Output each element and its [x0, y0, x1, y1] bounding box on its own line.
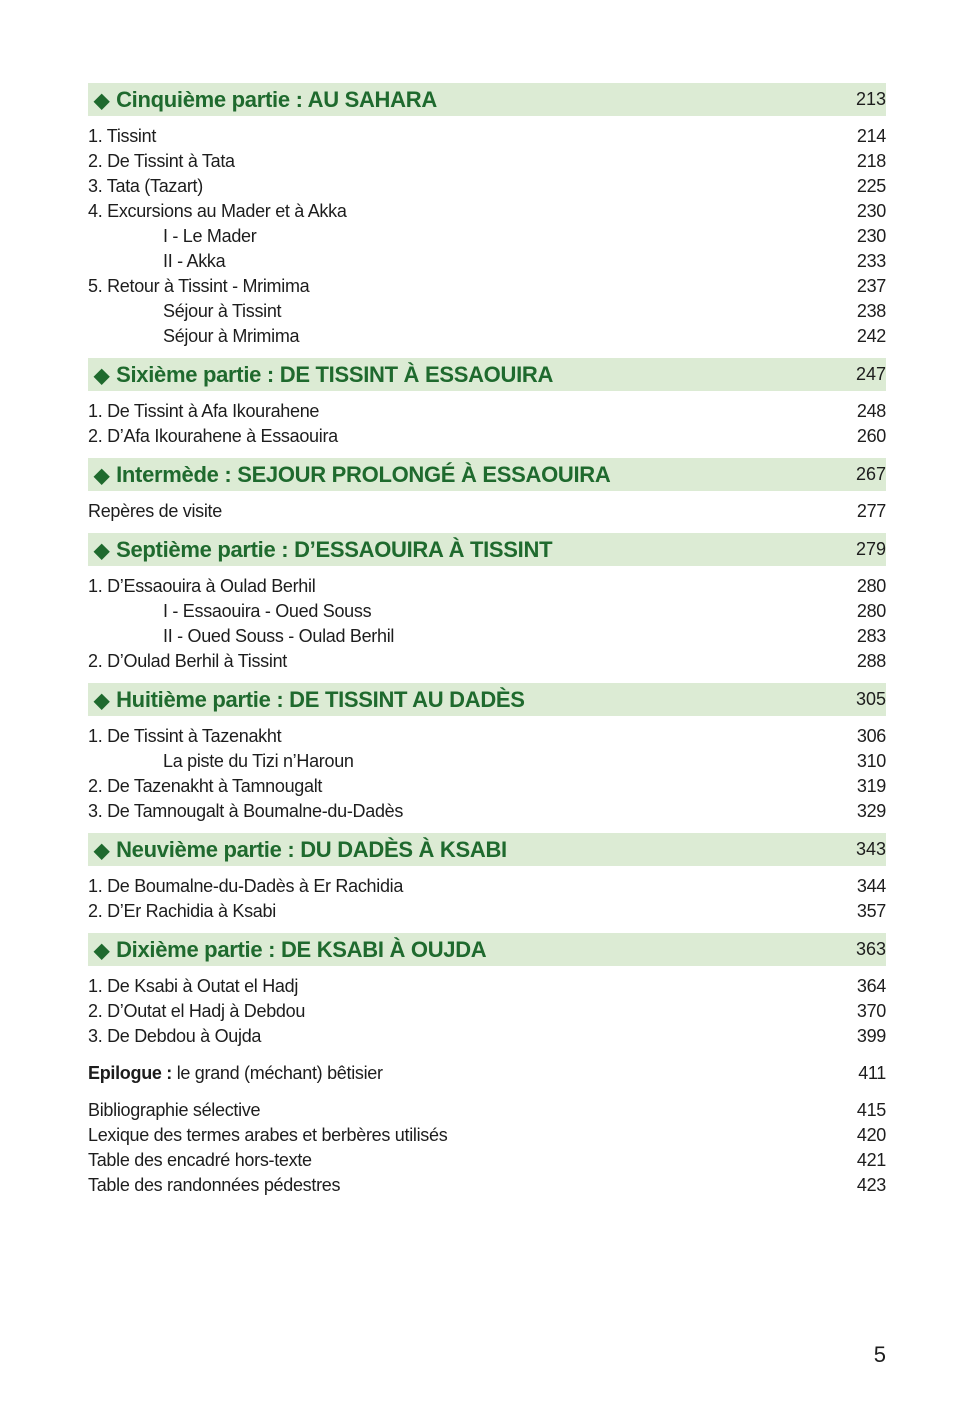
section-heading[interactable] — [88, 458, 886, 491]
epilogue-bold-label: Epilogue : — [88, 1063, 172, 1083]
entry-page: 214 — [856, 126, 886, 146]
entry-label: Séjour à Mrimima — [163, 326, 300, 346]
appendix-entry[interactable] — [88, 1098, 886, 1123]
epilogue-group — [88, 1061, 886, 1086]
appendix-entry[interactable] — [88, 1123, 886, 1148]
entry-label: I - Essaouira - Oued Souss — [163, 601, 372, 621]
toc-section — [88, 458, 886, 524]
toc-section — [88, 683, 886, 824]
entry-page: 399 — [856, 1026, 886, 1046]
entry-page: 230 — [856, 226, 886, 246]
section-title-text: Huitième partie : DE TISSINT AU DADÈS — [116, 686, 525, 712]
entry-page: 225 — [856, 176, 886, 196]
section-title-text: Intermède : SEJOUR PROLONGÉ À ESSAOUIRA — [116, 461, 611, 487]
diamond-icon: ◆ — [94, 89, 110, 112]
section-title — [94, 837, 507, 863]
diamond-icon: ◆ — [94, 939, 110, 962]
entry-label: 2. D’Er Rachidia à Ksabi — [88, 901, 276, 921]
entry-page: 230 — [856, 201, 886, 221]
section-page: 213 — [855, 89, 886, 109]
diamond-icon: ◆ — [94, 689, 110, 712]
toc-entry[interactable] — [88, 399, 886, 424]
toc-entry[interactable] — [88, 424, 886, 449]
entry-page: 242 — [856, 326, 886, 346]
section-title — [94, 537, 552, 563]
entry-page: 277 — [856, 501, 886, 521]
toc-section — [88, 933, 886, 1049]
section-entries — [88, 566, 886, 674]
entry-page: 283 — [856, 626, 886, 646]
section-page: 305 — [855, 689, 886, 709]
entry-label: 2. De Tissint à Tata — [88, 151, 235, 171]
entry-label: Table des encadré hors-texte — [88, 1150, 312, 1170]
entry-page: 319 — [856, 776, 886, 796]
toc-entry[interactable] — [88, 199, 886, 224]
toc-entry[interactable] — [88, 999, 886, 1024]
entry-label: Lexique des termes arabes et berbères utilisés — [88, 1125, 448, 1145]
entry-label: Séjour à Tissint — [163, 301, 282, 321]
entry-label: 4. Excursions au Mader et à Akka — [88, 201, 347, 221]
toc-entry[interactable] — [88, 649, 886, 674]
entry-page: 288 — [856, 651, 886, 671]
section-entries — [88, 966, 886, 1049]
entry-page: 218 — [856, 151, 886, 171]
entry-label — [88, 1061, 383, 1086]
appendices-group — [88, 1098, 886, 1198]
entry-page: 238 — [856, 301, 886, 321]
entry-label: Bibliographie sélective — [88, 1100, 261, 1120]
section-entries — [88, 716, 886, 824]
toc-section — [88, 833, 886, 924]
entry-page: 411 — [858, 1063, 886, 1083]
diamond-icon: ◆ — [94, 839, 110, 862]
section-title — [94, 687, 525, 713]
entry-page: 357 — [856, 901, 886, 921]
entry-page: 237 — [856, 276, 886, 296]
entry-page: 415 — [856, 1100, 886, 1120]
toc-entry[interactable] — [88, 224, 886, 249]
toc-entry[interactable] — [88, 974, 886, 999]
entry-label: Table des randonnées pédestres — [88, 1175, 341, 1195]
section-title-text: Dixième partie : DE KSABI À OUJDA — [116, 936, 487, 962]
toc-entry[interactable] — [88, 1024, 886, 1049]
appendix-entry[interactable] — [88, 1148, 886, 1173]
entry-page: 248 — [856, 401, 886, 421]
section-title — [94, 87, 437, 113]
entry-page: 364 — [856, 976, 886, 996]
epilogue-entry[interactable] — [88, 1061, 886, 1086]
entry-label: 3. De Tamnougalt à Boumalne-du-Dadès — [88, 801, 404, 821]
entry-label: Repères de visite — [88, 501, 222, 521]
toc-entry[interactable] — [88, 324, 886, 349]
entry-page: 370 — [856, 1001, 886, 1021]
section-title-text: Cinquième partie : AU SAHARA — [116, 86, 437, 112]
section-heading[interactable] — [88, 83, 886, 116]
section-page: 247 — [855, 364, 886, 384]
section-title — [94, 362, 553, 388]
entry-label: 5. Retour à Tissint - Mrimima — [88, 276, 310, 296]
section-heading[interactable] — [88, 533, 886, 566]
table-of-contents — [88, 83, 886, 1198]
section-heading[interactable] — [88, 833, 886, 866]
toc-entry[interactable] — [88, 774, 886, 799]
entry-label: 3. De Debdou à Oujda — [88, 1026, 262, 1046]
toc-entry[interactable] — [88, 624, 886, 649]
entry-page: 329 — [856, 801, 886, 821]
section-page: 343 — [855, 839, 886, 859]
toc-entry[interactable] — [88, 874, 886, 899]
entry-page: 423 — [856, 1175, 886, 1195]
entry-page: 306 — [856, 726, 886, 746]
toc-entry[interactable] — [88, 574, 886, 599]
appendix-entry[interactable] — [88, 1173, 886, 1198]
toc-entry[interactable] — [88, 274, 886, 299]
entry-label: 2. D’Afa Ikourahene à Essaouira — [88, 426, 338, 446]
toc-section — [88, 533, 886, 674]
entry-label: 1. De Tissint à Tazenakht — [88, 726, 282, 746]
section-entries — [88, 866, 886, 924]
toc-entry[interactable] — [88, 149, 886, 174]
entry-label: II - Akka — [163, 251, 226, 271]
toc-entry[interactable] — [88, 174, 886, 199]
section-title — [94, 462, 610, 488]
toc-entry[interactable] — [88, 899, 886, 924]
entry-label: 1. De Ksabi à Outat el Hadj — [88, 976, 299, 996]
entry-label: 3. Tata (Tazart) — [88, 176, 203, 196]
toc-section — [88, 358, 886, 449]
entry-label: 1. De Boumalne-du-Dadès à Er Rachidia — [88, 876, 404, 896]
diamond-icon: ◆ — [94, 364, 110, 387]
entry-page: 344 — [856, 876, 886, 896]
toc-entry[interactable] — [88, 249, 886, 274]
toc-entry[interactable] — [88, 749, 886, 774]
entry-page: 233 — [856, 251, 886, 271]
section-title-text: Sixième partie : DE TISSINT À ESSAOUIRA — [116, 361, 554, 387]
section-entries — [88, 491, 886, 524]
entry-page: 260 — [856, 426, 886, 446]
page-number: 5 — [873, 1342, 886, 1367]
entry-page: 280 — [856, 576, 886, 596]
section-page: 279 — [855, 539, 886, 559]
toc-entry[interactable] — [88, 499, 886, 524]
toc-entry[interactable] — [88, 299, 886, 324]
entry-label: 2. D’Outat el Hadj à Debdou — [88, 1001, 306, 1021]
toc-section — [88, 83, 886, 349]
entry-label: 2. De Tazenakht à Tamnougalt — [88, 776, 323, 796]
entry-label: I - Le Mader — [163, 226, 257, 246]
toc-entry[interactable] — [88, 799, 886, 824]
entry-label: II - Oued Souss - Oulad Berhil — [163, 626, 395, 646]
section-entries — [88, 391, 886, 449]
toc-entry[interactable] — [88, 599, 886, 624]
entry-page: 420 — [856, 1125, 886, 1145]
section-title-text: Neuvième partie : DU DADÈS À KSABI — [116, 836, 507, 862]
section-page: 363 — [855, 939, 886, 959]
section-heading[interactable] — [88, 933, 886, 966]
section-title-text: Septième partie : D’ESSAOUIRA À TISSINT — [116, 536, 553, 562]
entry-label: 1. De Tissint à Afa Ikourahene — [88, 401, 320, 421]
section-heading[interactable] — [88, 358, 886, 391]
entry-page: 280 — [856, 601, 886, 621]
section-title — [94, 937, 486, 963]
entry-page: 421 — [856, 1150, 886, 1170]
section-heading[interactable] — [88, 683, 886, 716]
toc-entry[interactable] — [88, 724, 886, 749]
section-entries — [88, 116, 886, 349]
entry-label: 2. D’Oulad Berhil à Tissint — [88, 651, 287, 671]
entry-label: 1. D’Essaouira à Oulad Berhil — [88, 576, 316, 596]
diamond-icon: ◆ — [94, 464, 110, 487]
section-page: 267 — [855, 464, 886, 484]
epilogue-label-text: le grand (méchant) bêtisier — [172, 1063, 383, 1083]
toc-entry[interactable] — [88, 124, 886, 149]
entry-label: La piste du Tizi n’Haroun — [163, 751, 354, 771]
entry-page: 310 — [856, 751, 886, 771]
entry-label: 1. Tissint — [88, 126, 157, 146]
diamond-icon: ◆ — [94, 539, 110, 562]
